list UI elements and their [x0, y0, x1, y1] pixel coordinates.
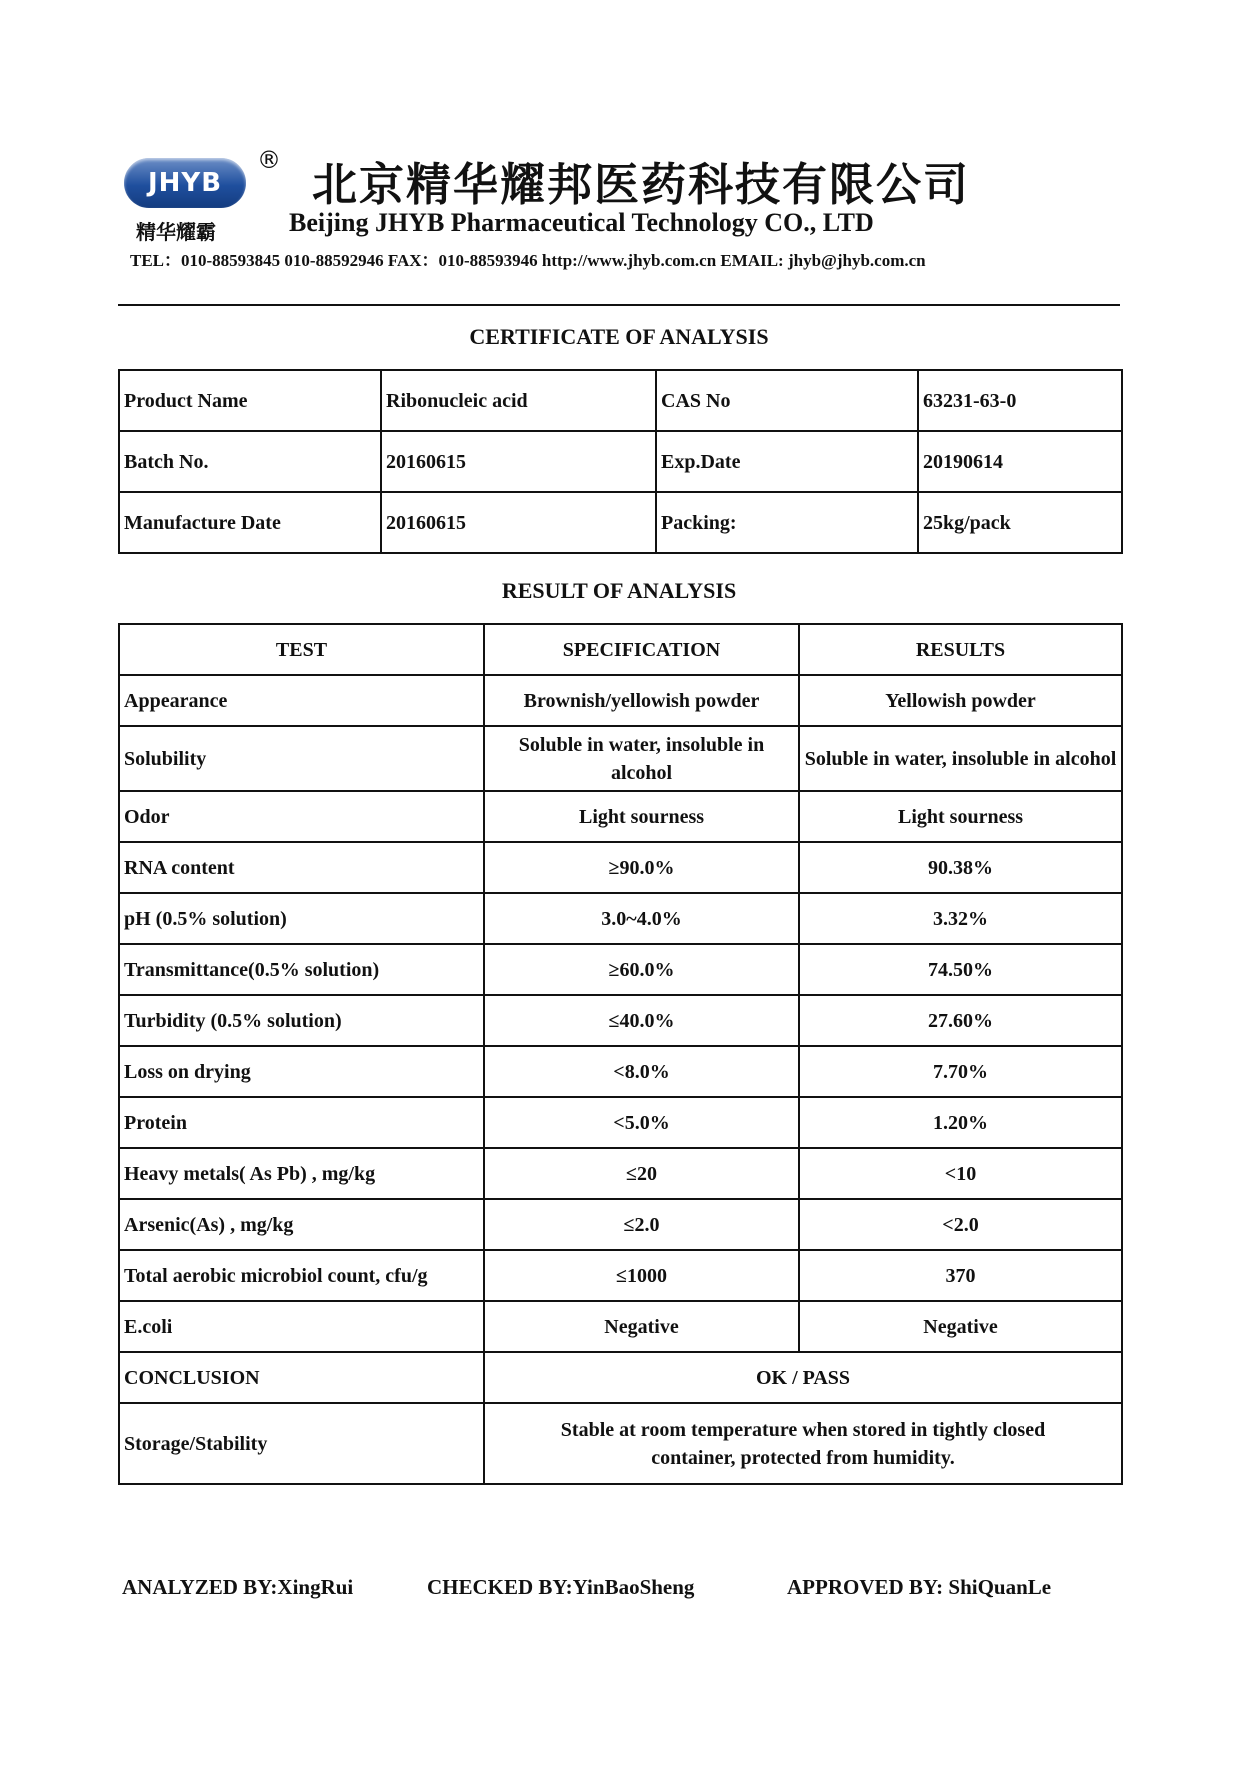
- table-row: [119, 1199, 1122, 1250]
- test-name: Appearance: [119, 675, 484, 726]
- registered-mark: ®: [257, 146, 281, 174]
- test-name: E.coli: [119, 1301, 484, 1352]
- certificate-title: CERTIFICATE OF ANALYSIS: [469, 324, 769, 349]
- table-row: [119, 1301, 1122, 1352]
- test-name: Loss on drying: [119, 1046, 484, 1097]
- product-name-label: Product Name: [119, 370, 381, 431]
- logo-badge: [124, 158, 246, 208]
- test-name: Arsenic(As) , mg/kg: [119, 1199, 484, 1250]
- table-row: [119, 492, 1122, 553]
- analysis-table: [118, 623, 1123, 1485]
- test-specification: <8.0%: [484, 1046, 799, 1097]
- column-header-results: RESULTS: [799, 624, 1122, 675]
- test-specification: Negative: [484, 1301, 799, 1352]
- storage-value: Stable at room temperature when stored in tightly closed container, protected from humidity.: [484, 1403, 1122, 1484]
- contact-line: TEL：010-88593845 010-88592946 FAX：010-88593946 http://www.jhyb.com.cn EMAIL: jhyb@jhyb.com.cn: [130, 251, 926, 270]
- test-result: 7.70%: [799, 1046, 1122, 1097]
- checked-by: CHECKED BY:YinBaoSheng: [427, 1575, 695, 1599]
- batch-no-value: 20160615: [381, 431, 656, 492]
- test-specification: 3.0~4.0%: [484, 893, 799, 944]
- test-result: Negative: [799, 1301, 1122, 1352]
- test-specification: Light sourness: [484, 791, 799, 842]
- packing-label: Packing:: [656, 492, 918, 553]
- test-name: pH (0.5% solution): [119, 893, 484, 944]
- test-name: Turbidity (0.5% solution): [119, 995, 484, 1046]
- exp-date-label: Exp.Date: [656, 431, 918, 492]
- test-specification: Brownish/yellowish powder: [484, 675, 799, 726]
- column-header-specification: SPECIFICATION: [484, 624, 799, 675]
- manufacture-date-value: 20160615: [381, 492, 656, 553]
- table-row: [119, 1148, 1122, 1199]
- test-specification: ≥60.0%: [484, 944, 799, 995]
- table-row: [119, 370, 1122, 431]
- batch-no-label: Batch No.: [119, 431, 381, 492]
- table-row: [119, 893, 1122, 944]
- test-name: RNA content: [119, 842, 484, 893]
- test-name: Total aerobic microbiol count, cfu/g: [119, 1250, 484, 1301]
- test-result: Light sourness: [799, 791, 1122, 842]
- test-result: 27.60%: [799, 995, 1122, 1046]
- table-row: [119, 431, 1122, 492]
- table-row: [119, 726, 1122, 791]
- test-result: <10: [799, 1148, 1122, 1199]
- test-specification: ≤1000: [484, 1250, 799, 1301]
- test-name: Protein: [119, 1097, 484, 1148]
- exp-date-value: 20190614: [918, 431, 1122, 492]
- certificate-info-table: [118, 369, 1123, 554]
- conclusion-value: OK / PASS: [484, 1352, 1122, 1403]
- test-result: 74.50%: [799, 944, 1122, 995]
- test-specification: ≥90.0%: [484, 842, 799, 893]
- table-row: [119, 995, 1122, 1046]
- column-header-test: TEST: [119, 624, 484, 675]
- header-divider: [118, 304, 1120, 306]
- packing-value: 25kg/pack: [918, 492, 1122, 553]
- approved-by: APPROVED BY: ShiQuanLe: [787, 1575, 1052, 1599]
- table-row: [119, 842, 1122, 893]
- product-name-value: Ribonucleic acid: [381, 370, 656, 431]
- table-header-row: [119, 624, 1122, 675]
- test-result: 90.38%: [799, 842, 1122, 893]
- table-row: [119, 791, 1122, 842]
- company-name-chinese: 北京精华耀邦医药科技有限公司: [312, 158, 971, 211]
- test-specification: ≤40.0%: [484, 995, 799, 1046]
- table-row: [119, 1250, 1122, 1301]
- logo-text: JHYB: [147, 168, 223, 198]
- cas-no-value: 63231-63-0: [918, 370, 1122, 431]
- test-result: <2.0: [799, 1199, 1122, 1250]
- table-row: [119, 1046, 1122, 1097]
- manufacture-date-label: Manufacture Date: [119, 492, 381, 553]
- conclusion-label: CONCLUSION: [119, 1352, 484, 1403]
- test-specification: ≤2.0: [484, 1199, 799, 1250]
- test-specification: <5.0%: [484, 1097, 799, 1148]
- storage-row: [119, 1403, 1122, 1484]
- table-row: [119, 1097, 1122, 1148]
- table-row: [119, 675, 1122, 726]
- test-name: Solubility: [119, 726, 484, 791]
- storage-label: Storage/Stability: [119, 1403, 484, 1484]
- test-result: 1.20%: [799, 1097, 1122, 1148]
- test-result: Soluble in water, insoluble in alcohol: [799, 726, 1122, 791]
- conclusion-row: [119, 1352, 1122, 1403]
- analysis-title: RESULT OF ANALYSIS: [501, 578, 737, 603]
- company-logo: [122, 146, 281, 244]
- test-specification: ≤20: [484, 1148, 799, 1199]
- table-row: [119, 944, 1122, 995]
- test-result: 370: [799, 1250, 1122, 1301]
- analyzed-by: ANALYZED BY:XingRui: [122, 1575, 354, 1599]
- test-specification: Soluble in water, insoluble in alcohol: [484, 726, 799, 791]
- test-name: Heavy metals( As Pb) , mg/kg: [119, 1148, 484, 1199]
- logo-subtitle: 精华耀霸: [136, 220, 216, 244]
- test-name: Odor: [119, 791, 484, 842]
- cas-no-label: CAS No: [656, 370, 918, 431]
- company-name-english: Beijing JHYB Pharmaceutical Technology CO., LTD: [289, 208, 874, 237]
- test-name: Transmittance(0.5% solution): [119, 944, 484, 995]
- test-result: Yellowish powder: [799, 675, 1122, 726]
- test-result: 3.32%: [799, 893, 1122, 944]
